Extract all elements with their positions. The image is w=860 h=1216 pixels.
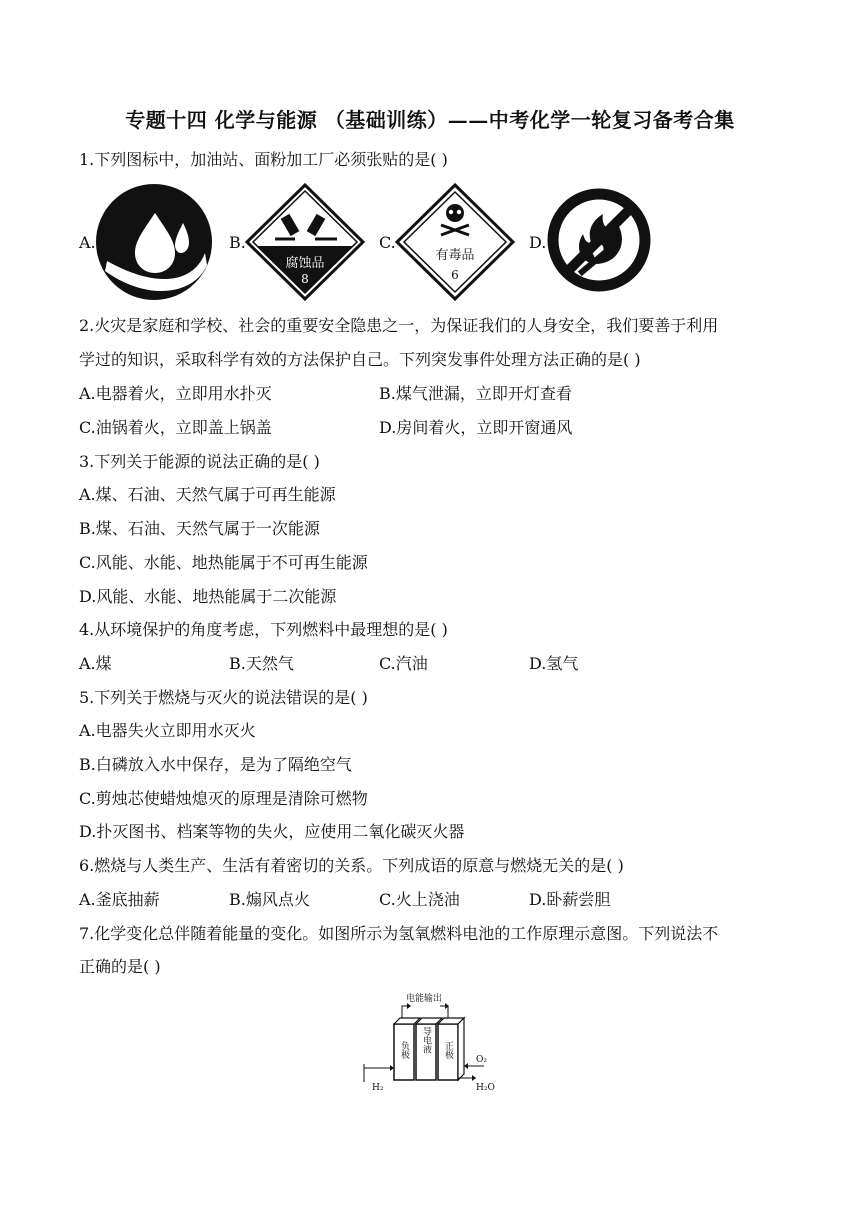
corrosive-sign-icon <box>245 183 365 305</box>
diagram-electrolyte: 导电液 <box>421 1026 431 1054</box>
q6-option-b: B.煽风点火 <box>229 890 310 909</box>
question-2-stem-line1: 2.火灾是家庭和学校、社会的重要安全隐患之一，为保证我们的人身安全，我们要善于利用 <box>79 316 719 335</box>
toxic-sign-text: 有毒品 <box>435 248 475 263</box>
q4-option-b: B.天然气 <box>229 654 294 673</box>
no-fire-sign-icon <box>545 184 653 300</box>
q4-option-a: A.煤 <box>79 654 112 673</box>
q2-option-a: A.电器着火，立即用水扑灭 <box>79 384 272 403</box>
diagram-negative-electrode: 负极 <box>399 1041 409 1059</box>
q2-option-d: D.房间着火，立即开窗通风 <box>379 418 573 437</box>
q1-option-c-label: C. <box>379 233 396 252</box>
q3-option-d: D.风能、水能、地热能属于二次能源 <box>79 587 337 606</box>
question-3-stem: 3.下列关于能源的说法正确的是( ) <box>79 452 320 471</box>
q1-option-b-label: B. <box>229 233 246 252</box>
q1-option-a-label: A. <box>79 233 96 252</box>
q6-option-a: A.釜底抽薪 <box>79 890 160 909</box>
q1-option-d-label: D. <box>529 233 547 252</box>
question-7-stem-line1: 7.化学变化总伴随着能量的变化。如图所示为氢氧燃料电池的工作原理示意图。下列说法不 <box>79 924 719 943</box>
q5-option-b: B.白磷放入水中保存，是为了隔绝空气 <box>79 755 352 774</box>
corrosive-sign-number: 8 <box>301 272 309 286</box>
q5-option-a: A.电器失火立即用水灭火 <box>79 721 256 740</box>
q3-option-c: C.风能、水能、地热能属于不可再生能源 <box>79 553 368 572</box>
toxic-sign-number: 6 <box>451 268 459 282</box>
question-7-stem-line2: 正确的是( ) <box>79 957 161 976</box>
question-6-stem: 6.燃烧与人类生产、生活有着密切的关系。下列成语的原意与燃烧无关的是( ) <box>79 856 624 875</box>
q4-option-d: D.氢气 <box>529 654 579 673</box>
q4-option-c: C.汽油 <box>379 654 428 673</box>
q5-option-d: D.扑灭图书、档案等物的失火，应使用二氧化碳灭火器 <box>79 822 465 841</box>
fuel-cell-diagram <box>360 990 500 1098</box>
q2-option-b: B.煤气泄漏，立即开灯查看 <box>379 384 572 403</box>
diagram-h2o-label: H₂O <box>476 1083 495 1093</box>
water-saving-sign-icon <box>95 183 213 305</box>
q3-option-b: B.煤、石油、天然气属于一次能源 <box>79 519 320 538</box>
page-title: 专题十四 化学与能源 （基础训练）——中考化学一轮复习备考合集 <box>125 108 735 132</box>
q5-option-c: C.剪烛芯使蜡烛熄灭的原理是清除可燃物 <box>79 789 368 808</box>
toxic-sign-icon <box>395 183 515 305</box>
q3-option-a: A.煤、石油、天然气属于可再生能源 <box>79 485 336 504</box>
diagram-h2-label: H₂ <box>372 1083 384 1093</box>
q6-option-d: D.卧薪尝胆 <box>529 890 611 909</box>
q6-option-c: C.火上浇油 <box>379 890 460 909</box>
diagram-power-output-label: 电能输出 <box>405 994 443 1004</box>
question-5-stem: 5.下列关于燃烧与灭火的说法错误的是( ) <box>79 688 368 707</box>
q2-option-c: C.油锅着火，立即盖上锅盖 <box>79 418 272 437</box>
corrosive-sign-text: 腐蚀品 <box>285 256 325 271</box>
question-2-stem-line2: 学过的知识，采取科学有效的方法保护自己。下列突发事件处理方法正确的是( ) <box>79 350 641 369</box>
diagram-o2-label: O₂ <box>476 1055 487 1065</box>
question-1-stem: 1.下列图标中，加油站、面粉加工厂必须张贴的是( ) <box>79 150 448 169</box>
diagram-positive-electrode: 正极 <box>443 1041 453 1059</box>
question-4-stem: 4.从环境保护的角度考虑，下列燃料中最理想的是( ) <box>79 620 448 639</box>
